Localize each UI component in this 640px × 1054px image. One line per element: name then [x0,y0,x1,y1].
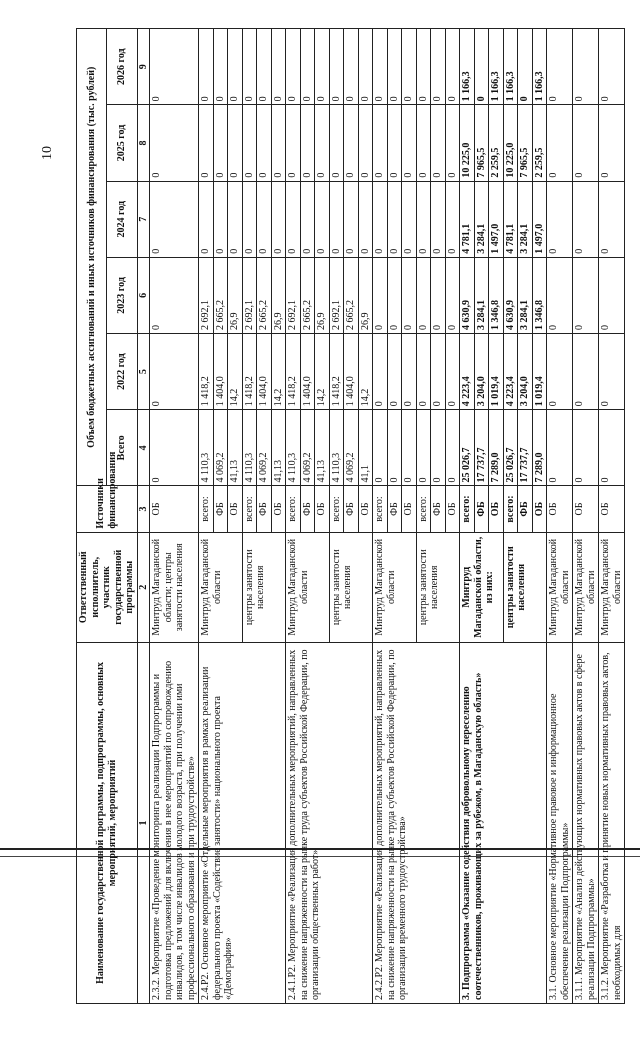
value-cell-y2023: 4 630,9 [460,257,475,333]
value-cell-y2024: 0 [416,181,431,257]
value-cell-y2023: 26,9 [358,257,373,333]
value-cell-y2023: 2 665,2 [213,257,228,333]
source-cell: ОБ [358,486,373,532]
value-cell-y2024: 0 [402,181,417,257]
value-cell-y2025: 0 [387,105,402,181]
value-cell-y2022: 0 [573,334,599,410]
value-cell-y2023: 4 630,9 [503,257,518,333]
value-cell-y2023: 2 692,1 [329,257,344,333]
value-cell-y2024: 0 [547,181,573,257]
value-cell-y2022: 1 019,4 [532,334,547,410]
value-cell-y2023: 0 [150,257,199,333]
value-cell-y2025: 0 [547,105,573,181]
value-cell-total: 4 110,3 [329,410,344,486]
column-index: 7 [137,181,150,257]
value-cell-y2023: 0 [431,257,446,333]
value-cell-y2025: 2 259,5 [532,105,547,181]
value-cell-y2026: 0 [358,29,373,105]
responsible-cell: Минтруд Магаданской области [199,532,243,642]
value-cell-y2024: 0 [150,181,199,257]
value-cell-y2022: 0 [445,334,460,410]
value-cell-y2023: 0 [599,257,625,333]
value-cell-y2022: 0 [387,334,402,410]
column-index: 4 [137,410,150,486]
column-index: 8 [137,105,150,181]
header-2025: 2025 год [107,105,137,181]
table-row [199,29,214,1004]
value-cell-y2025: 0 [358,105,373,181]
responsible-cell: центры занятости населения [242,532,286,642]
value-cell-y2025: 0 [300,105,315,181]
column-index: 1 [137,642,150,1003]
value-cell-total: 4 069,2 [344,410,359,486]
value-cell-y2022: 1 418,2 [199,334,214,410]
responsible-cell: центры занятости населения [503,532,547,642]
column-index: 2 [137,532,150,642]
value-cell-y2025: 2 259,5 [489,105,504,181]
value-cell-y2025: 0 [271,105,286,181]
source-cell: ФБ [257,486,272,532]
source-cell: ОБ [445,486,460,532]
value-cell-y2026: 0 [373,29,388,105]
value-cell-total: 7 289,0 [489,410,504,486]
value-cell-y2023: 3 284,1 [518,257,533,333]
value-cell-total: 0 [416,410,431,486]
value-cell-y2024: 0 [315,181,330,257]
responsible-cell: Минтруд Магаданской области, из них: [460,532,504,642]
value-cell-y2026: 0 [599,29,625,105]
value-cell-y2025: 0 [315,105,330,181]
source-cell: всего: [199,486,214,532]
value-cell-y2026: 0 [271,29,286,105]
value-cell-y2024: 0 [599,181,625,257]
value-cell-y2025: 7 965,5 [474,105,489,181]
value-cell-y2026: 0 [300,29,315,105]
column-index: 9 [137,29,150,105]
row-name-cell: 2.4.2.Р2. Мероприятие «Реализация дополнительных мероприятий, направленных на снижение напряженности на рынке труда субъектов Российской Федерации, по организации временного трудоустройства» [373,642,460,1003]
value-cell-y2022: 1 404,0 [213,334,228,410]
value-cell-total: 7 289,0 [532,410,547,486]
source-cell: ФБ [387,486,402,532]
responsible-cell: Минтруд Магаданской области [286,532,330,642]
value-cell-y2025: 0 [445,105,460,181]
column-index: 6 [137,257,150,333]
value-cell-y2022: 1 418,2 [329,334,344,410]
value-cell-y2025: 0 [257,105,272,181]
value-cell-total: 4 069,2 [257,410,272,486]
value-cell-y2026: 1 166,3 [532,29,547,105]
value-cell-y2025: 0 [599,105,625,181]
source-cell: ОБ [271,486,286,532]
value-cell-y2024: 0 [228,181,243,257]
table-row [547,29,573,1004]
value-cell-y2023: 2 692,1 [242,257,257,333]
value-cell-y2026: 1 166,3 [460,29,475,105]
value-cell-total: 4 069,2 [213,410,228,486]
value-cell-y2022: 14,2 [228,334,243,410]
value-cell-y2023: 3 284,1 [474,257,489,333]
header-name: Наименование государственной программы, подпрограммы, основных мероприятий, мероприятий [77,642,138,1003]
value-cell-y2023: 0 [373,257,388,333]
source-cell: ОБ [228,486,243,532]
value-cell-y2024: 0 [329,181,344,257]
row-name-cell: 3.1. Основное мероприятие «Нормативное правовое и информационное обеспечение реализации Подпрограммы» [547,642,573,1003]
value-cell-y2022: 1 404,0 [344,334,359,410]
value-cell-y2022: 4 223,4 [503,334,518,410]
source-cell: ОБ [599,486,625,532]
value-cell-y2023: 0 [547,257,573,333]
value-cell-total: 0 [599,410,625,486]
source-cell: ФБ [344,486,359,532]
header-source: Источники финансирования [77,486,138,532]
value-cell-y2026: 0 [213,29,228,105]
source-cell: ОБ [402,486,417,532]
value-cell-y2022: 0 [373,334,388,410]
column-index: 3 [137,486,150,532]
value-cell-y2023: 26,9 [271,257,286,333]
value-cell-y2022: 0 [416,334,431,410]
value-cell-total: 41,1 [358,410,373,486]
value-cell-y2026: 0 [431,29,446,105]
value-cell-y2024: 0 [213,181,228,257]
value-cell-y2023: 0 [445,257,460,333]
responsible-cell: Минтруд Магаданской области [573,532,599,642]
value-cell-total: 4 110,3 [199,410,214,486]
source-cell: ФБ [431,486,446,532]
header-2023: 2023 год [107,257,137,333]
table-row [460,29,475,1004]
source-cell: ФБ [213,486,228,532]
page-number: 10 [40,146,55,160]
table-row [373,29,388,1004]
value-cell-total: 4 069,2 [300,410,315,486]
value-cell-y2024: 0 [358,181,373,257]
value-cell-y2025: 0 [402,105,417,181]
value-cell-y2026: 1 166,3 [489,29,504,105]
value-cell-y2025: 0 [242,105,257,181]
value-cell-y2026: 0 [242,29,257,105]
value-cell-total: 0 [573,410,599,486]
header-2026: 2026 год [107,29,137,105]
value-cell-y2025: 0 [213,105,228,181]
value-cell-y2022: 0 [547,334,573,410]
value-cell-y2026: 0 [344,29,359,105]
value-cell-y2024: 4 781,1 [503,181,518,257]
value-cell-total: 41,13 [228,410,243,486]
value-cell-total: 17 737,7 [474,410,489,486]
value-cell-y2024: 0 [199,181,214,257]
value-cell-y2022: 1 418,2 [242,334,257,410]
table-row [599,29,625,1004]
responsible-cell: Минтруд Магаданской области; центры занятости населения [150,532,199,642]
value-cell-y2024: 0 [445,181,460,257]
value-cell-total: 41,13 [271,410,286,486]
source-cell: всего: [503,486,518,532]
value-cell-y2024: 3 284,1 [474,181,489,257]
value-cell-y2024: 0 [257,181,272,257]
value-cell-y2023: 0 [387,257,402,333]
column-index: 5 [137,334,150,410]
value-cell-total: 0 [431,410,446,486]
responsible-cell: Минтруд Магаданской области [547,532,573,642]
value-cell-y2024: 0 [573,181,599,257]
value-cell-y2026: 0 [573,29,599,105]
source-cell: ФБ [518,486,533,532]
source-cell: ОБ [532,486,547,532]
value-cell-y2023: 1 346,8 [532,257,547,333]
value-cell-y2023: 1 346,8 [489,257,504,333]
value-cell-y2023: 2 692,1 [286,257,301,333]
value-cell-y2024: 4 781,1 [460,181,475,257]
value-cell-y2024: 3 284,1 [518,181,533,257]
value-cell-total: 0 [373,410,388,486]
value-cell-y2026: 0 [199,29,214,105]
header-2022: 2022 год [107,334,137,410]
value-cell-y2025: 0 [431,105,446,181]
row-name-cell: 3. Подпрограмма «Оказание содействия добровольному переселению соотечественников, проживающих за рубежом, в Магаданскую область» [460,642,547,1003]
value-cell-y2025: 10 225,0 [503,105,518,181]
table-row [573,29,599,1004]
value-cell-y2022: 0 [431,334,446,410]
value-cell-y2023: 2 665,2 [257,257,272,333]
row-name-cell: 2.4.Р2. Основное мероприятие «Отдельные мероприятия в рамках реализации федерального проекта «Содействие занятости» национального проекта «Демография» [199,642,286,1003]
value-cell-y2024: 1 497,0 [532,181,547,257]
value-cell-y2025: 0 [344,105,359,181]
source-cell: всего: [329,486,344,532]
value-cell-y2024: 0 [373,181,388,257]
value-cell-y2026: 0 [416,29,431,105]
rotated-table-container [76,28,636,1004]
value-cell-y2022: 14,2 [271,334,286,410]
value-cell-y2022: 3 204,0 [518,334,533,410]
header-volume-group: Объем бюджетных ассигнований и иных источников финансирования (тыс. рублей) [77,29,107,486]
responsible-cell: центры занятости населения [416,532,460,642]
source-cell: ОБ [573,486,599,532]
header-responsible: Ответственный исполнитель, участник государственной программы [77,532,138,642]
source-cell: ОБ [150,486,199,532]
value-cell-y2026: 0 [387,29,402,105]
value-cell-y2022: 1 418,2 [286,334,301,410]
row-name-cell: 3.1.2. Мероприятие «Разработка и принятие новых нормативных правовых актов, необходимых для [599,642,625,1003]
value-cell-y2024: 1 497,0 [489,181,504,257]
value-cell-y2022: 1 404,0 [257,334,272,410]
table-row [150,29,199,1004]
column-index-row [137,29,150,1004]
value-cell-y2025: 10 225,0 [460,105,475,181]
source-cell: всего: [286,486,301,532]
value-cell-y2024: 0 [242,181,257,257]
value-cell-total: 17 737,7 [518,410,533,486]
value-cell-y2024: 0 [431,181,446,257]
value-cell-y2022: 0 [150,334,199,410]
value-cell-total: 0 [387,410,402,486]
source-cell: всего: [416,486,431,532]
table-body [150,29,625,1004]
value-cell-y2022: 14,2 [315,334,330,410]
value-cell-y2025: 0 [228,105,243,181]
value-cell-y2026: 0 [547,29,573,105]
source-cell: всего: [242,486,257,532]
value-cell-y2025: 0 [573,105,599,181]
value-cell-total: 0 [150,410,199,486]
value-cell-y2023: 2 665,2 [344,257,359,333]
value-cell-y2026: 0 [329,29,344,105]
row-name-cell: 3.1.1. Мероприятие «Анализ действующих нормативных правовых актов в сфере реализации Подпрограммы» [573,642,599,1003]
value-cell-y2026: 0 [518,29,533,105]
value-cell-y2026: 0 [257,29,272,105]
value-cell-y2024: 0 [300,181,315,257]
value-cell-total: 4 110,3 [286,410,301,486]
value-cell-y2025: 0 [150,105,199,181]
header-total: Всего [107,410,137,486]
source-cell: ОБ [489,486,504,532]
value-cell-y2022: 14,2 [358,334,373,410]
value-cell-y2026: 0 [402,29,417,105]
row-name-cell: 2.3.2. Мероприятие «Проведение мониторинга реализации Подпрограммы и подготовка предложений для включения в нее мероприятий по сопровождению инвалидов, в том числе инвалидов молодого возраста, при получении ими профессионального образования и при трудоустройстве» [150,642,199,1003]
value-cell-total: 41,13 [315,410,330,486]
value-cell-y2026: 0 [315,29,330,105]
source-cell: всего: [460,486,475,532]
value-cell-y2024: 0 [387,181,402,257]
value-cell-y2022: 1 404,0 [300,334,315,410]
value-cell-y2023: 26,9 [315,257,330,333]
value-cell-y2026: 0 [150,29,199,105]
source-cell: ОБ [315,486,330,532]
value-cell-y2026: 1 166,3 [503,29,518,105]
value-cell-y2024: 0 [271,181,286,257]
value-cell-y2026: 0 [474,29,489,105]
value-cell-y2023: 0 [573,257,599,333]
responsible-cell: Минтруд Магаданской области [599,532,625,642]
value-cell-total: 25 026,7 [460,410,475,486]
value-cell-total: 25 026,7 [503,410,518,486]
value-cell-y2024: 0 [344,181,359,257]
value-cell-total: 0 [402,410,417,486]
value-cell-y2025: 0 [416,105,431,181]
value-cell-y2022: 1 019,4 [489,334,504,410]
value-cell-y2025: 0 [373,105,388,181]
value-cell-y2025: 0 [199,105,214,181]
value-cell-y2023: 2 692,1 [199,257,214,333]
source-cell: ФБ [300,486,315,532]
value-cell-y2022: 0 [599,334,625,410]
value-cell-y2025: 7 965,5 [518,105,533,181]
value-cell-y2023: 0 [416,257,431,333]
value-cell-y2025: 0 [329,105,344,181]
value-cell-y2026: 0 [228,29,243,105]
responsible-cell: Минтруд Магаданской области [373,532,417,642]
responsible-cell: центры занятости населения [329,532,373,642]
value-cell-y2026: 0 [286,29,301,105]
value-cell-y2025: 0 [286,105,301,181]
source-cell: ОБ [547,486,573,532]
value-cell-y2022: 0 [402,334,417,410]
row-name-cell: 2.4.1.Р2. Мероприятие «Реализация дополнительных мероприятий, направленных на снижение напряженности на рынке труда субъектов Российской Федерации, по организации общественных работ» [286,642,373,1003]
source-cell: ФБ [474,486,489,532]
source-cell: всего: [373,486,388,532]
value-cell-total: 0 [445,410,460,486]
value-cell-y2023: 0 [402,257,417,333]
value-cell-y2023: 26,9 [228,257,243,333]
header-2024: 2024 год [107,181,137,257]
value-cell-y2026: 0 [445,29,460,105]
value-cell-total: 4 110,3 [242,410,257,486]
value-cell-y2023: 2 665,2 [300,257,315,333]
value-cell-total: 0 [547,410,573,486]
table-row [286,29,301,1004]
value-cell-y2022: 3 204,0 [474,334,489,410]
value-cell-y2022: 4 223,4 [460,334,475,410]
funding-table [76,28,625,1004]
value-cell-y2024: 0 [286,181,301,257]
